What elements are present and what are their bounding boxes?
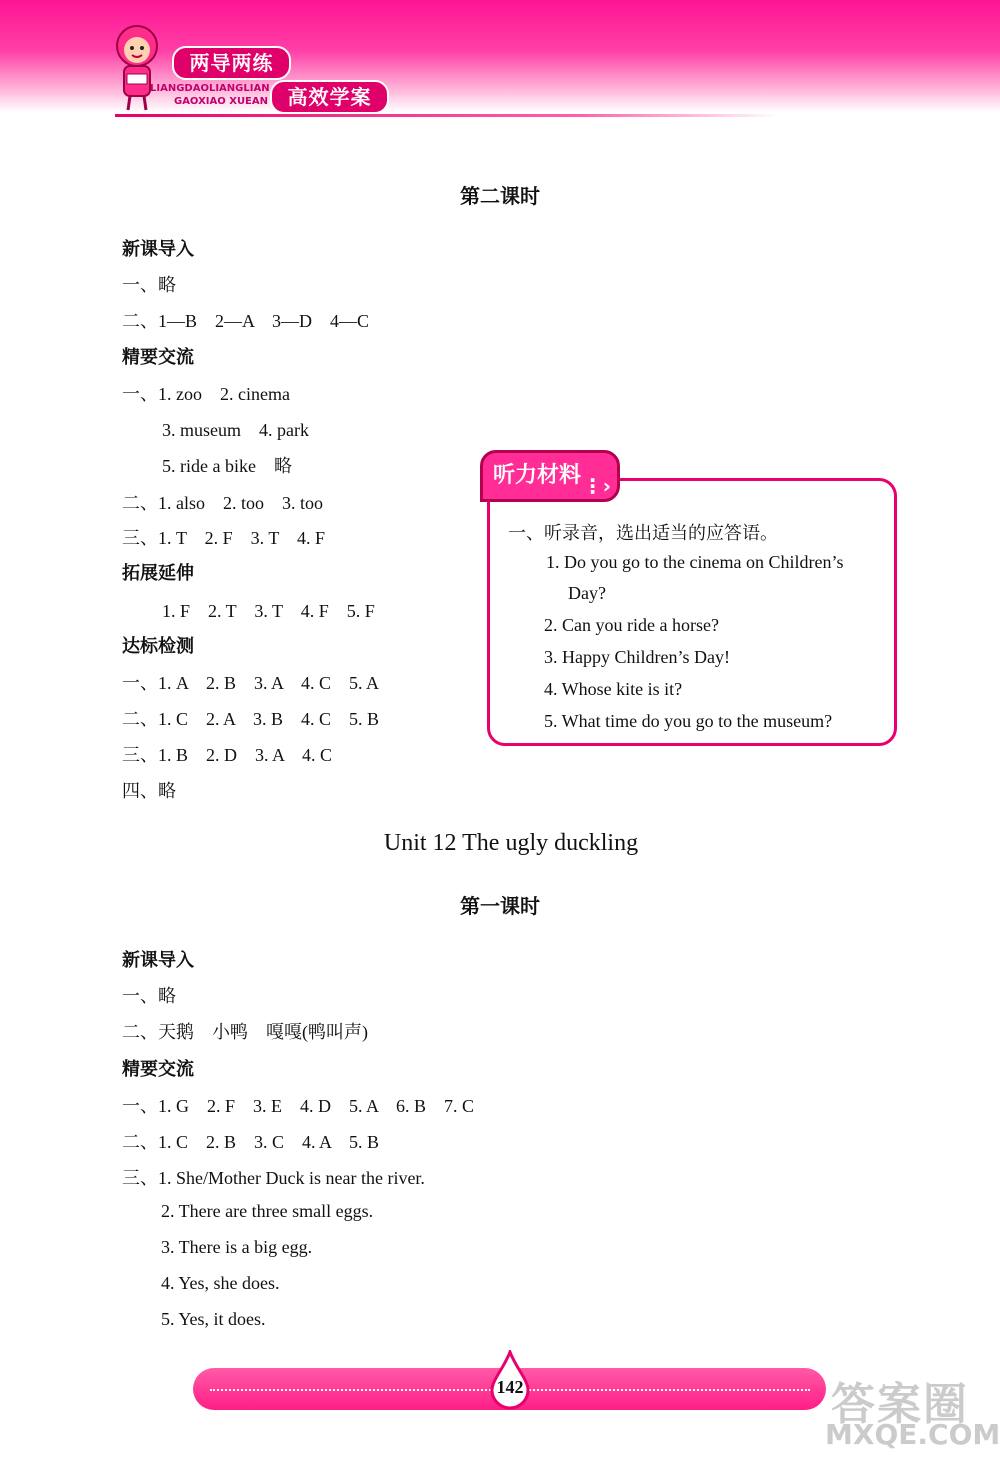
listening-tab-label: 听力材料 <box>493 463 582 488</box>
answer-line: 一、略 <box>122 275 176 295</box>
answer-line: 4. Yes, she does. <box>161 1273 280 1293</box>
answer-line: 一、1. zoo 2. cinema <box>122 384 290 404</box>
answer-line: 三、1. T 2. F 3. T 4. F <box>122 528 326 548</box>
logo-subtitle: 高效学案 <box>270 80 389 114</box>
answer-line: 3. There is a big egg. <box>161 1237 313 1257</box>
answer-line: 三、1. She/Mother Duck is near the river. <box>122 1168 425 1188</box>
listening-item: 3. Happy Children’s Day! <box>544 647 730 667</box>
watermark <box>825 1368 1000 1453</box>
answer-line: 一、略 <box>122 986 176 1006</box>
logo-title: 两导两练 <box>172 46 291 80</box>
listening-item: 5. What time do you go to the museum? <box>544 711 833 731</box>
section-heading: 新课导入 <box>122 950 194 971</box>
section-heading: 精要交流 <box>122 347 194 368</box>
logo-pinyin-line-2: GAOXIAO XUEAN <box>173 96 268 107</box>
listening-material-tab <box>480 450 620 502</box>
answer-line: 三、1. B 2. D 3. A 4. C <box>122 745 333 765</box>
answer-line: 1. F 2. T 3. T 4. F 5. F <box>162 601 375 621</box>
unit-title: Unit 12 The ugly duckling <box>383 830 639 856</box>
answer-line: 一、1. G 2. F 3. E 4. D 5. A 6. B 7. C <box>122 1096 475 1116</box>
answer-line: 2. There are three small eggs. <box>161 1201 374 1221</box>
arrow-right-icon: ⋮› <box>582 474 611 498</box>
listening-instruction: 一、听录音，选出适当的应答语。 <box>508 523 778 543</box>
lesson-1-title: 第一课时 <box>460 894 540 918</box>
answer-line: 5. ride a bike 略 <box>162 456 292 476</box>
section-heading: 精要交流 <box>122 1059 194 1080</box>
section-heading: 达标检测 <box>122 636 194 657</box>
watermark-logo: 答案圈 <box>831 1379 969 1430</box>
answer-line: 5. Yes, it does. <box>161 1309 266 1329</box>
answer-line: 一、1. A 2. B 3. A 4. C 5. A <box>122 673 380 693</box>
answer-line: 二、1. also 2. too 3. too <box>122 493 323 513</box>
answer-line: 二、天鹅 小鸭 嘎嘎(鸭叫声) <box>122 1022 368 1042</box>
listening-item: 4. Whose kite is it? <box>544 679 683 699</box>
logo-pinyin <box>150 82 268 108</box>
logo-pinyin-line-1: LIANGDAOLIANGLIAN <box>150 83 270 94</box>
section-heading: 新课导入 <box>122 239 194 260</box>
answer-line: 四、略 <box>122 781 176 801</box>
lesson-2-title: 第二课时 <box>460 184 540 208</box>
listening-item: 1. Do you go to the cinema on Children’s <box>546 552 844 572</box>
header-divider <box>115 114 780 117</box>
page-number: 142 <box>496 1377 524 1397</box>
listening-item: 2. Can you ride a horse? <box>544 615 719 635</box>
answer-line: 二、1. C 2. A 3. B 4. C 5. B <box>122 709 380 729</box>
section-heading: 拓展延伸 <box>122 563 194 584</box>
answer-line: 二、1—B 2—A 3—D 4—C <box>122 311 370 331</box>
watermark-url: MXQE.COM <box>825 1418 1000 1451</box>
answer-line: 二、1. C 2. B 3. C 4. A 5. B <box>122 1132 380 1152</box>
listening-item: Day? <box>568 583 606 603</box>
answer-line: 3. museum 4. park <box>162 420 309 440</box>
